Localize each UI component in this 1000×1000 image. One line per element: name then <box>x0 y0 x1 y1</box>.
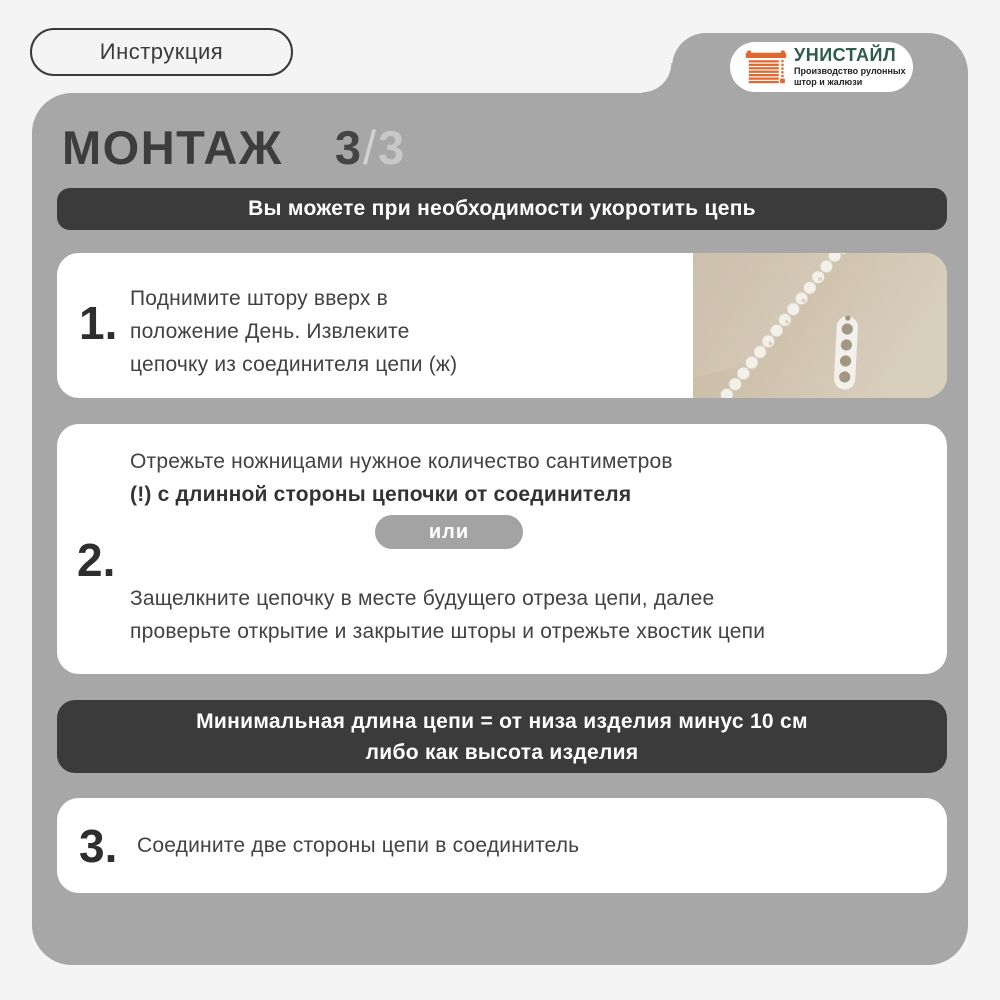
brand-logo <box>730 42 913 92</box>
step-number-1: 1. <box>79 297 118 349</box>
step-1-text: Поднимите штору вверх в положение День. Извлеките цепочку из соединителя цепи (ж) <box>130 287 458 376</box>
logo-brand-name: УНИСТАЙЛ <box>794 45 897 65</box>
step-1-photo <box>693 253 947 398</box>
top-banner <box>57 188 947 230</box>
step-card-2 <box>57 424 947 674</box>
page-number-total: 3 <box>378 121 405 174</box>
middle-banner-line2: либо как высота изделия <box>365 740 639 764</box>
step-card-1 <box>57 253 947 398</box>
step-number-3: 3. <box>79 820 118 872</box>
chain-photo-illustration <box>693 253 947 398</box>
step-card-3 <box>57 798 947 893</box>
panel-title-row <box>62 121 405 174</box>
page-number-current: 3 <box>334 121 361 174</box>
page-title: МОНТАЖ <box>62 121 283 174</box>
logo-text <box>794 46 906 88</box>
logo-tagline-line2: штор и жалюзи <box>794 77 863 87</box>
middle-banner-line1: Минимальная длина цепи = от низа изделия минус 10 см <box>196 709 808 733</box>
instruction-badge <box>30 28 293 76</box>
panel-tab-fillet <box>642 63 672 93</box>
step-2-option-1-bold-text: (!) с длинной стороны цепочки от соединителя <box>130 483 632 506</box>
step-2-option-1-text: Отрежьте ножницами нужное количество сантиметров <box>130 450 673 473</box>
step-number-2: 2. <box>77 534 116 586</box>
logo-tagline <box>794 66 906 88</box>
roller-blind-icon <box>745 48 787 86</box>
page-number-separator: / <box>362 121 377 174</box>
or-divider-pill <box>375 515 523 549</box>
top-banner-text: Вы можете при необходимости укоротить цепь <box>248 197 756 220</box>
or-divider-label: или <box>428 520 470 543</box>
step-3-text: Соедините две стороны цепи в соединитель <box>137 834 580 857</box>
step-2-option-2-text: Защелкните цепочку в месте будущего отреза цепи, далее проверьте открытие и закрытие шторы и отрежьте хвостик цепи <box>130 587 766 643</box>
step-2-option-1 <box>130 445 810 511</box>
instruction-badge-label: Инструкция <box>99 39 224 64</box>
logo-tagline-line1: Производство рулонных <box>794 66 906 76</box>
middle-banner <box>57 700 947 773</box>
